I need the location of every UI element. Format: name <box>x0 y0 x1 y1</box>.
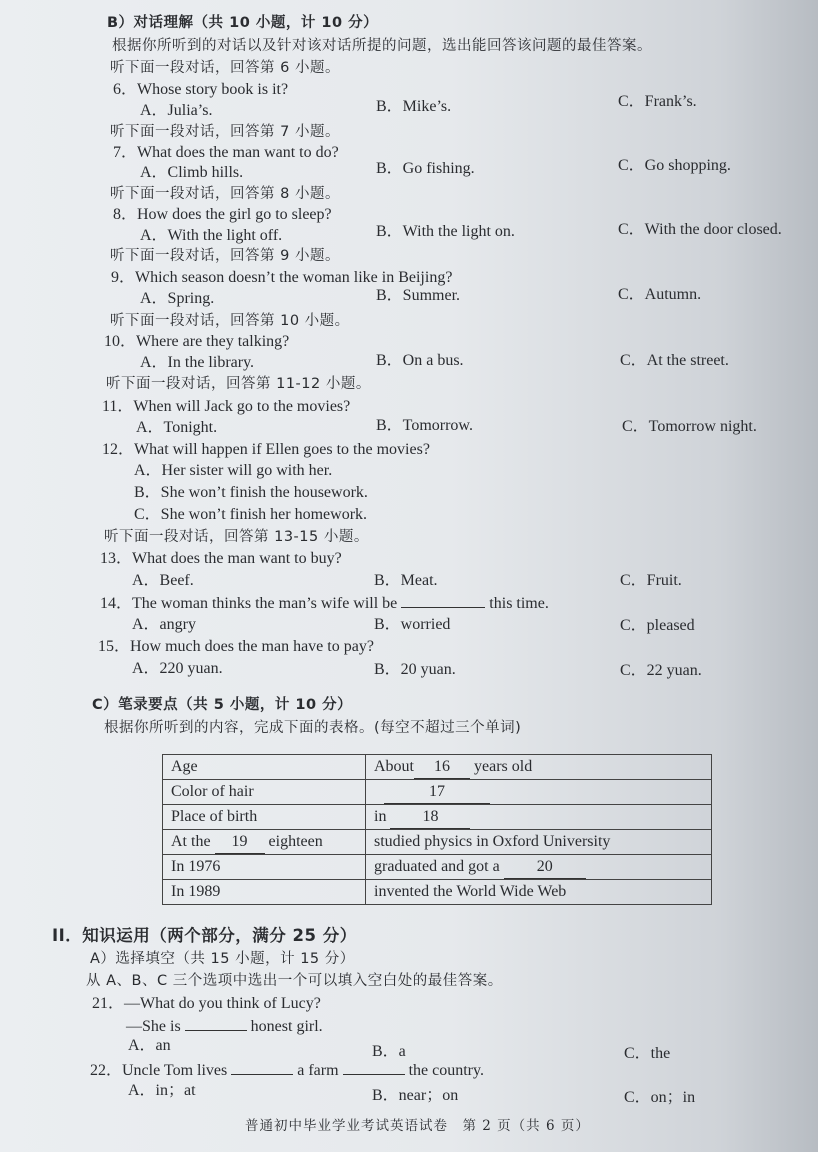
table-cell-label: Age <box>163 755 366 780</box>
q21-text-before: —She is <box>126 1018 181 1035</box>
q21-text-after: honest girl. <box>250 1018 323 1035</box>
part-2-instruction: 从 A、B、C 三个选项中选出一个可以填入空白处的最佳答案。 <box>86 973 503 989</box>
answer-blank[interactable] <box>231 1060 293 1075</box>
section-b-instruction: 根据你所听到的对话以及针对该对话所提的问题，选出能回答该问题的最佳答案。 <box>112 38 652 54</box>
q14-option-a: A．angry <box>132 616 196 633</box>
q21-option-c: C．the <box>624 1045 671 1062</box>
q14-option-b: B．worried <box>374 616 451 633</box>
q10-option-b: B．On a bus. <box>376 352 464 369</box>
q9-option-b: B．Summer. <box>376 287 461 304</box>
q6-option-c: C．Frank’s. <box>618 93 697 110</box>
q10-option-c: C．At the street. <box>620 352 729 369</box>
part-2-heading: II．知识运用（两个部分，满分 25 分） <box>52 926 357 945</box>
listen-instruction: 听下面一段对话，回答第 8 小题。 <box>110 186 340 202</box>
q7-option-b: B．Go fishing. <box>376 160 475 177</box>
q8-option-a: A．With the light off. <box>140 227 283 244</box>
q22-option-a: A．in；at <box>128 1082 196 1099</box>
q13-option-b: B．Meat. <box>374 572 438 589</box>
q11-option-c: C．Tomorrow night. <box>622 418 757 435</box>
q14-text-after: this time. <box>489 595 549 612</box>
q15-option-b: B．20 yuan. <box>374 661 456 678</box>
q12-option-c: C．She won’t finish her homework. <box>134 506 368 523</box>
q10-option-a: A．In the library. <box>140 354 255 371</box>
answer-blank-16[interactable]: 16 <box>414 756 470 779</box>
table-row <box>163 805 712 830</box>
q15-option-c: C．22 yuan. <box>620 662 702 679</box>
question-22 <box>90 1060 484 1081</box>
answer-blank[interactable] <box>401 593 485 608</box>
table-cell-label: Place of birth <box>163 805 366 830</box>
cell-text: At the <box>171 832 211 850</box>
table-cell-label <box>163 830 366 855</box>
q6-option-a: A．Julia’s. <box>140 102 213 119</box>
question-11: 11．When will Jack go to the movies? <box>102 398 351 415</box>
q7-option-a: A．Climb hills. <box>140 164 244 181</box>
table-cell-value <box>366 780 712 805</box>
cell-text: graduated and got a <box>374 857 500 875</box>
question-13: 13．What does the man want to buy? <box>100 550 342 567</box>
q6-option-b: B．Mike’s. <box>376 98 452 115</box>
q12-option-a: A．Her sister will go with her. <box>134 462 333 479</box>
table-row <box>163 855 712 880</box>
q14-option-c: C．pleased <box>620 617 695 634</box>
question-14 <box>100 593 549 614</box>
answer-blank-18[interactable]: 18 <box>390 806 470 829</box>
part-2-sub-a: A）选择填空（共 15 小题，计 15 分） <box>90 951 355 967</box>
table-cell-label: In 1976 <box>163 855 366 880</box>
notes-table <box>162 754 712 905</box>
table-cell-label: Color of hair <box>163 780 366 805</box>
q21-option-a: A．an <box>128 1037 171 1054</box>
table-cell-value <box>366 805 712 830</box>
table-row <box>163 755 712 780</box>
q13-option-a: A．Beef. <box>132 572 194 589</box>
question-15: 15．How much does the man have to pay? <box>98 638 374 655</box>
listen-instruction: 听下面一段对话，回答第 13-15 小题。 <box>104 529 369 545</box>
q12-option-b: B．She won’t finish the housework. <box>134 484 368 501</box>
table-cell-value <box>366 855 712 880</box>
listen-instruction: 听下面一段对话，回答第 7 小题。 <box>110 124 340 140</box>
table-cell-value: studied physics in Oxford University <box>366 830 712 855</box>
question-7: 7．What does the man want to do? <box>113 144 339 161</box>
cell-text: years old <box>474 757 533 775</box>
answer-blank[interactable] <box>185 1016 247 1031</box>
section-c-heading: C）笔录要点（共 5 小题，计 10 分） <box>92 697 353 713</box>
q21-option-b: B．a <box>372 1043 406 1060</box>
section-b-heading: B）对话理解（共 10 小题，计 10 分） <box>107 15 379 31</box>
listen-instruction: 听下面一段对话，回答第 6 小题。 <box>110 60 340 76</box>
cell-text: About <box>374 757 414 775</box>
question-10: 10．Where are they talking? <box>104 333 290 350</box>
answer-blank-17[interactable]: 17 <box>384 781 490 804</box>
page-footer: 普通初中毕业学业考试英语试卷 第 2 页（共 6 页） <box>245 1118 590 1134</box>
q22-text-before: 22．Uncle Tom lives <box>90 1062 228 1079</box>
listen-instruction: 听下面一段对话，回答第 9 小题。 <box>110 248 340 264</box>
q11-option-b: B．Tomorrow. <box>376 417 473 434</box>
cell-text: in <box>374 807 387 825</box>
q22-option-b: B．near；on <box>372 1087 459 1104</box>
question-12: 12．What will happen if Ellen goes to the movies? <box>102 441 430 458</box>
cell-text: eighteen <box>268 832 323 850</box>
question-8: 8．How does the girl go to sleep? <box>113 206 332 223</box>
q7-option-c: C．Go shopping. <box>618 157 731 174</box>
q9-option-a: A．Spring. <box>140 290 215 307</box>
listen-instruction: 听下面一段对话，回答第 10 小题。 <box>110 313 350 329</box>
q8-option-b: B．With the light on. <box>376 223 515 240</box>
table-row <box>163 880 712 905</box>
q22-option-c: C．on；in <box>624 1089 696 1106</box>
q22-text-middle: a farm <box>297 1062 339 1079</box>
q11-option-a: A．Tonight. <box>136 419 218 436</box>
section-c-instruction: 根据你所听到的内容，完成下面的表格。(每空不超过三个单词) <box>104 720 522 736</box>
question-9: 9．Which season doesn’t the woman like in Beijing? <box>111 269 453 286</box>
table-row <box>163 780 712 805</box>
question-6: 6．Whose story book is it? <box>113 81 289 98</box>
listen-instruction: 听下面一段对话，回答第 11-12 小题。 <box>106 376 371 392</box>
question-21: 21．—What do you think of Lucy? <box>92 995 321 1012</box>
q13-option-c: C．Fruit. <box>620 572 682 589</box>
answer-blank-19[interactable]: 19 <box>215 831 265 854</box>
q9-option-c: C．Autumn. <box>618 286 702 303</box>
table-cell-label: In 1989 <box>163 880 366 905</box>
question-21-line2 <box>126 1016 323 1037</box>
table-cell-value: invented the World Wide Web <box>366 880 712 905</box>
answer-blank-20[interactable]: 20 <box>504 856 586 879</box>
q15-option-a: A．220 yuan. <box>132 660 223 677</box>
q22-text-after: the country. <box>408 1062 484 1079</box>
q14-text-before: 14．The woman thinks the man’s wife will be <box>100 595 398 612</box>
table-cell-value <box>366 755 712 780</box>
table-row <box>163 830 712 855</box>
answer-blank[interactable] <box>343 1060 405 1075</box>
q8-option-c: C．With the door closed. <box>618 221 782 238</box>
